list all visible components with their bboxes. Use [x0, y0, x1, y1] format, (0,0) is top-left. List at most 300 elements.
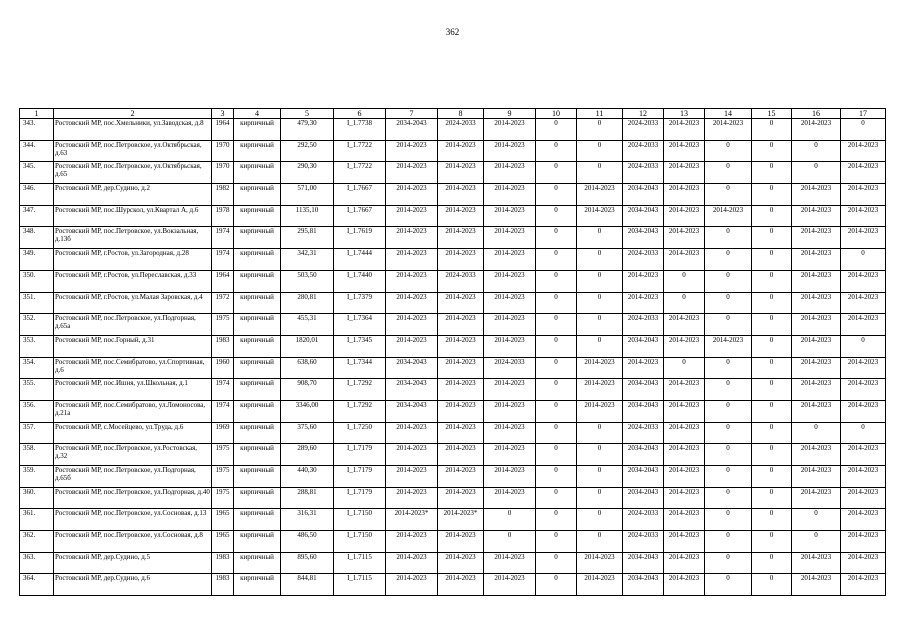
table-cell: 2014-2023 [705, 335, 752, 357]
table-cell: 2014-2023 [664, 184, 705, 206]
table-cell: 0 [536, 466, 577, 488]
table-cell: кирпичный [234, 466, 281, 488]
table-cell: 0 [577, 270, 623, 292]
table-cell: 0 [705, 400, 752, 422]
table-cell: 2014-2023 [664, 466, 705, 488]
address-cell: Ростовский МР, дер.Судино, д.5 [54, 552, 212, 574]
table-cell: 290,30 [281, 162, 334, 184]
table-cell: 2014-2023 [438, 292, 484, 314]
column-header-4: 4 [234, 109, 281, 119]
housing-repair-table [19, 108, 886, 596]
table-cell: кирпичный [234, 357, 281, 379]
header-row [20, 109, 886, 119]
table-cell: 0 [536, 162, 577, 184]
table-cell: 2014-2023 [386, 184, 438, 206]
table-cell: 2014-2023 [484, 466, 536, 488]
table-cell: I_1.7379 [334, 292, 386, 314]
table-cell: 455,31 [281, 314, 334, 336]
table-cell: 0 [536, 205, 577, 227]
table-cell: кирпичный [234, 400, 281, 422]
table-cell: 440,30 [281, 466, 334, 488]
table-cell: 0 [705, 357, 752, 379]
table-cell: 2014-2023 [484, 335, 536, 357]
table-cell: 2014-2023 [841, 292, 886, 314]
table-cell: 0 [752, 466, 792, 488]
row-number-cell: 353. [20, 335, 54, 357]
table-cell: 1960 [212, 357, 234, 379]
address-cell: Ростовский МР, пос.Петровское, ул.Ростовская, д.32 [54, 444, 212, 466]
table-cell: 0 [705, 422, 752, 444]
table-cell: 1969 [212, 422, 234, 444]
table-cell: 2034-2043 [623, 552, 664, 574]
table-cell: 2014-2023 [792, 379, 841, 401]
table-row [20, 422, 886, 444]
table-cell: 0 [536, 444, 577, 466]
table-cell: 2034-2043 [623, 335, 664, 357]
row-number-cell: 357. [20, 422, 54, 444]
table-cell: 2024-2033 [623, 119, 664, 141]
table-cell: 375,60 [281, 422, 334, 444]
row-number-cell: 364. [20, 574, 54, 596]
table-row [20, 205, 886, 227]
table-cell: 2034-2043 [623, 205, 664, 227]
table-cell: 908,70 [281, 379, 334, 401]
row-number-cell: 352. [20, 314, 54, 336]
address-cell: Ростовский МР, с.Мосейцево, ул.Труда, д.6 [54, 422, 212, 444]
table-cell: 2014-2023 [386, 162, 438, 184]
table-cell: 2014-2023 [792, 400, 841, 422]
table-row [20, 574, 886, 596]
table-row [20, 119, 886, 141]
table-cell: 2014-2023 [386, 227, 438, 249]
table-cell: 2014-2023 [841, 552, 886, 574]
table-row [20, 270, 886, 292]
table-cell: 0 [536, 400, 577, 422]
table-cell: 2014-2023 [664, 162, 705, 184]
table-cell: 486,50 [281, 531, 334, 553]
table-cell: 0 [536, 531, 577, 553]
table-cell: 0 [752, 292, 792, 314]
table-cell: 2014-2023 [841, 509, 886, 531]
table-cell: 0 [484, 531, 536, 553]
table-cell: 2014-2023 [841, 444, 886, 466]
table-cell: 2014-2023 [386, 487, 438, 509]
table-cell: 0 [536, 335, 577, 357]
table-cell: I_1.7344 [334, 357, 386, 379]
table-cell: 1820,01 [281, 335, 334, 357]
table-cell: 2014-2023 [438, 184, 484, 206]
table-cell: 0 [752, 422, 792, 444]
table-cell: 342,31 [281, 249, 334, 271]
table-cell: 1975 [212, 444, 234, 466]
address-cell: Ростовский МР, пос.Семибратово, ул.Ломоносова, д.21а [54, 400, 212, 422]
table-cell: 0 [792, 422, 841, 444]
table-cell: 1974 [212, 379, 234, 401]
table-cell: 0 [792, 531, 841, 553]
table-cell: 2034-2043 [623, 444, 664, 466]
table-cell: 0 [752, 379, 792, 401]
column-header-8: 8 [438, 109, 484, 119]
table-cell: 0 [577, 531, 623, 553]
table-cell: 2014-2023 [484, 227, 536, 249]
row-number-cell: 361. [20, 509, 54, 531]
column-header-2: 2 [54, 109, 212, 119]
column-header-17: 17 [841, 109, 886, 119]
column-header-1: 1 [20, 109, 54, 119]
column-header-15: 15 [752, 109, 792, 119]
table-cell: 2014-2023 [484, 292, 536, 314]
table-cell: 0 [536, 292, 577, 314]
table-cell: I_1.7619 [334, 227, 386, 249]
table-row [20, 400, 886, 422]
table-cell: 0 [577, 292, 623, 314]
table-cell: 1974 [212, 227, 234, 249]
table-cell: 1983 [212, 335, 234, 357]
table-cell: 2014-2023 [484, 422, 536, 444]
table-cell: кирпичный [234, 270, 281, 292]
table-cell: 2014-2023 [664, 119, 705, 141]
table-row [20, 140, 886, 162]
table-cell: 0 [752, 227, 792, 249]
table-cell: 0 [705, 314, 752, 336]
table-cell: 0 [577, 466, 623, 488]
table-cell: 2014-2023 [484, 119, 536, 141]
table-row [20, 487, 886, 509]
table-row [20, 357, 886, 379]
table-cell: кирпичный [234, 379, 281, 401]
table-cell: кирпичный [234, 292, 281, 314]
table-cell: 2014-2023 [664, 140, 705, 162]
table-cell: кирпичный [234, 140, 281, 162]
table-cell: 0 [536, 422, 577, 444]
table-cell: 2034-2043 [386, 379, 438, 401]
table-cell: 0 [536, 487, 577, 509]
table-cell: 2024-2033 [623, 422, 664, 444]
table-cell: 2014-2023 [841, 162, 886, 184]
table-cell: 2014-2023 [438, 574, 484, 596]
table-cell: 2014-2023 [484, 552, 536, 574]
table-cell: 1970 [212, 140, 234, 162]
column-header-16: 16 [792, 109, 841, 119]
table-cell: 0 [705, 270, 752, 292]
table-cell: 2034-2043 [386, 400, 438, 422]
table-cell: 2034-2043 [623, 184, 664, 206]
table-cell: кирпичный [234, 574, 281, 596]
table-cell: кирпичный [234, 509, 281, 531]
table-cell: 2014-2023 [438, 422, 484, 444]
table-cell: 2014-2023 [705, 119, 752, 141]
table-cell: 2014-2023 [841, 400, 886, 422]
table-cell: I_1.7250 [334, 422, 386, 444]
table-cell: I_1.7722 [334, 162, 386, 184]
row-number-cell: 347. [20, 205, 54, 227]
table-cell: 1964 [212, 119, 234, 141]
table-cell: 0 [792, 140, 841, 162]
table-cell: 0 [752, 184, 792, 206]
row-number-cell: 363. [20, 552, 54, 574]
table-cell: 0 [705, 292, 752, 314]
table-cell: I_1.7364 [334, 314, 386, 336]
table-cell: I_1.7440 [334, 270, 386, 292]
table-row [20, 466, 886, 488]
table-cell: I_1.7667 [334, 184, 386, 206]
table-cell: 2034-2043 [623, 227, 664, 249]
table-cell: 0 [752, 552, 792, 574]
table-cell: 2034-2043 [623, 487, 664, 509]
table-cell: кирпичный [234, 162, 281, 184]
table-cell: 0 [705, 140, 752, 162]
table-cell: 571,00 [281, 184, 334, 206]
table-cell: 2014-2023 [792, 552, 841, 574]
table-cell: 0 [752, 162, 792, 184]
table-cell: 2014-2023 [841, 314, 886, 336]
table-cell: 2024-2033 [438, 270, 484, 292]
table-cell: 0 [705, 227, 752, 249]
table-cell: 2014-2023 [664, 444, 705, 466]
row-number-cell: 360. [20, 487, 54, 509]
table-cell: кирпичный [234, 531, 281, 553]
table-cell: 2014-2023 [792, 466, 841, 488]
table-row [20, 379, 886, 401]
table-cell: 0 [536, 552, 577, 574]
table-cell: кирпичный [234, 487, 281, 509]
table-cell: 2014-2023 [484, 162, 536, 184]
table-cell: 2034-2043 [623, 400, 664, 422]
table-cell: 2014-2023 [386, 335, 438, 357]
table-cell: 0 [577, 487, 623, 509]
table-cell: 2014-2023 [386, 444, 438, 466]
table-cell: 0 [536, 314, 577, 336]
table-cell: 0 [664, 270, 705, 292]
table-cell: кирпичный [234, 119, 281, 141]
table-cell: I_1.7292 [334, 400, 386, 422]
column-header-12: 12 [623, 109, 664, 119]
table-cell: 3346,00 [281, 400, 334, 422]
table-cell: 288,81 [281, 487, 334, 509]
table-cell: 2014-2023* [386, 509, 438, 531]
table-cell: 2024-2033 [623, 162, 664, 184]
address-cell: Ростовский МР, г.Ростов, ул.Переславская, д.33 [54, 270, 212, 292]
table-cell: 2014-2023 [664, 314, 705, 336]
table-cell: 0 [752, 487, 792, 509]
table-cell: 2014-2023 [841, 466, 886, 488]
table-cell: 0 [841, 119, 886, 141]
table-cell: 0 [705, 487, 752, 509]
table-cell: 2014-2023 [386, 270, 438, 292]
address-cell: Ростовский МР, пос.Хмельники, ул.Заводская, д.8 [54, 119, 212, 141]
table-cell: 2014-2023 [386, 249, 438, 271]
table-cell: 0 [664, 357, 705, 379]
table-cell: 1983 [212, 552, 234, 574]
address-cell: Ростовский МР, дер.Судино, д.2 [54, 184, 212, 206]
table-cell: 0 [752, 314, 792, 336]
address-cell: Ростовский МР, пос.Петровское, ул.Вокзальная, д.13б [54, 227, 212, 249]
table-cell: кирпичный [234, 227, 281, 249]
table-cell: 2014-2023 [664, 400, 705, 422]
table-cell: 1975 [212, 487, 234, 509]
table-cell: 0 [536, 119, 577, 141]
table-cell: 0 [752, 574, 792, 596]
row-number-cell: 346. [20, 184, 54, 206]
address-cell: Ростовский МР, пос.Горный, д.31 [54, 335, 212, 357]
table-cell: 0 [705, 509, 752, 531]
table-cell: 2014-2023 [792, 205, 841, 227]
table-cell: кирпичный [234, 335, 281, 357]
column-header-3: 3 [212, 109, 234, 119]
table-cell: 2014-2023 [484, 140, 536, 162]
address-cell: Ростовский МР, пос.Семибратово, ул.Спортивная, д.6 [54, 357, 212, 379]
table-cell: 2014-2023 [792, 270, 841, 292]
table-cell: 2014-2023 [577, 400, 623, 422]
table-cell: 2014-2023 [438, 466, 484, 488]
table-cell: 2014-2023* [438, 509, 484, 531]
table-cell: 2024-2033 [623, 249, 664, 271]
row-number-cell: 358. [20, 444, 54, 466]
table-cell: 0 [577, 119, 623, 141]
table-cell: 2014-2023 [438, 444, 484, 466]
table-cell: 0 [752, 531, 792, 553]
table-cell: 0 [705, 574, 752, 596]
column-header-6: 6 [334, 109, 386, 119]
table-cell: 2014-2023 [623, 292, 664, 314]
table-cell: 895,60 [281, 552, 334, 574]
table-cell: 2014-2023 [841, 140, 886, 162]
address-cell: Ростовский МР, пос.Шурскол, ул.Квартал А, д.6 [54, 205, 212, 227]
table-cell: 2014-2023 [792, 292, 841, 314]
table-cell: 2024-2033 [623, 531, 664, 553]
table-cell: кирпичный [234, 249, 281, 271]
table-cell: 0 [705, 249, 752, 271]
table-cell: 2014-2023 [792, 119, 841, 141]
table-cell: кирпичный [234, 444, 281, 466]
table-cell: 0 [536, 227, 577, 249]
address-cell: Ростовский МР, пос.Петровское, ул.Октябрьская, д.65 [54, 162, 212, 184]
table-cell: 2014-2023 [438, 552, 484, 574]
table-cell: 2014-2023 [841, 379, 886, 401]
table-cell: 0 [705, 466, 752, 488]
row-number-cell: 362. [20, 531, 54, 553]
table-cell: 2014-2023 [664, 531, 705, 553]
table-cell: 2014-2023 [664, 227, 705, 249]
table-cell: 2014-2023 [386, 466, 438, 488]
table-cell: 1975 [212, 466, 234, 488]
table-cell: 503,50 [281, 270, 334, 292]
table-cell: 2014-2023 [438, 227, 484, 249]
table-cell: 2024-2033 [623, 509, 664, 531]
table-row [20, 314, 886, 336]
table-cell: 2014-2023 [484, 400, 536, 422]
table-cell: 2014-2023 [386, 292, 438, 314]
table-cell: 2014-2023 [792, 184, 841, 206]
table-cell: 2034-2043 [623, 379, 664, 401]
table-cell: 289,60 [281, 444, 334, 466]
table-cell: 1972 [212, 292, 234, 314]
table-cell: 2014-2023 [484, 444, 536, 466]
table-cell: 2014-2023 [577, 552, 623, 574]
table-cell: 2014-2023 [386, 205, 438, 227]
row-number-cell: 344. [20, 140, 54, 162]
table-cell: 0 [752, 119, 792, 141]
table-cell: 2014-2023 [484, 574, 536, 596]
table-cell: 2014-2023 [438, 357, 484, 379]
table-row [20, 227, 886, 249]
table-cell: 2014-2023 [577, 379, 623, 401]
table-cell: 0 [484, 509, 536, 531]
row-number-cell: 345. [20, 162, 54, 184]
table-cell: I_1.7150 [334, 531, 386, 553]
table-cell: 0 [752, 400, 792, 422]
table-cell: 2014-2023 [841, 531, 886, 553]
table-cell: 2014-2023 [438, 314, 484, 336]
column-header-5: 5 [281, 109, 334, 119]
table-cell: 844,81 [281, 574, 334, 596]
column-header-14: 14 [705, 109, 752, 119]
table-cell: 2014-2023 [841, 487, 886, 509]
table-cell: 2014-2023 [792, 314, 841, 336]
address-cell: Ростовский МР, г.Ростов, ул.Малая Заровская, д.4 [54, 292, 212, 314]
table-cell: 2014-2023 [484, 205, 536, 227]
table-cell: 295,81 [281, 227, 334, 249]
address-cell: Ростовский МР, дер.Судино, д.6 [54, 574, 212, 596]
table-cell: 2014-2023 [664, 379, 705, 401]
table-cell: 0 [536, 379, 577, 401]
table-cell: 2014-2023 [792, 487, 841, 509]
table-cell: 2014-2023 [664, 422, 705, 444]
table-cell: 2014-2023 [484, 379, 536, 401]
table-row [20, 531, 886, 553]
row-number-cell: 356. [20, 400, 54, 422]
table-cell: 2014-2023 [841, 205, 886, 227]
table-cell: 2014-2023 [792, 249, 841, 271]
table-cell: 2014-2023 [705, 205, 752, 227]
table-cell: 2014-2023 [841, 227, 886, 249]
table-cell: 2014-2023 [484, 314, 536, 336]
table-cell: 1965 [212, 531, 234, 553]
table-cell: 0 [841, 422, 886, 444]
table-cell: 1974 [212, 249, 234, 271]
row-number-cell: 348. [20, 227, 54, 249]
table-row [20, 162, 886, 184]
table-cell: 2014-2023 [438, 162, 484, 184]
table-cell: 2014-2023 [577, 205, 623, 227]
table-cell: кирпичный [234, 552, 281, 574]
table-cell: 479,30 [281, 119, 334, 141]
table-cell: 2014-2023 [841, 270, 886, 292]
table-cell: 0 [705, 162, 752, 184]
table-cell: 2014-2023 [438, 487, 484, 509]
table-cell: I_1.7345 [334, 335, 386, 357]
table-cell: 1135,10 [281, 205, 334, 227]
table-row [20, 335, 886, 357]
table-cell: кирпичный [234, 184, 281, 206]
table-cell: 0 [536, 574, 577, 596]
table-cell: 0 [752, 249, 792, 271]
table-cell: 1975 [212, 314, 234, 336]
table-cell: 280,81 [281, 292, 334, 314]
table-cell: 2014-2023 [664, 205, 705, 227]
table-cell: 2014-2023 [664, 249, 705, 271]
table-cell: 2014-2023 [841, 184, 886, 206]
table-cell: 0 [577, 140, 623, 162]
table-cell: 0 [792, 509, 841, 531]
column-header-13: 13 [664, 109, 705, 119]
table-cell: 0 [752, 270, 792, 292]
table-cell: 2014-2023 [438, 249, 484, 271]
table-cell: 2014-2023 [386, 314, 438, 336]
address-cell: Ростовский МР, пос.Петровское, ул.Сосновая, д.8 [54, 531, 212, 553]
table-cell: I_1.7667 [334, 205, 386, 227]
table-row [20, 292, 886, 314]
